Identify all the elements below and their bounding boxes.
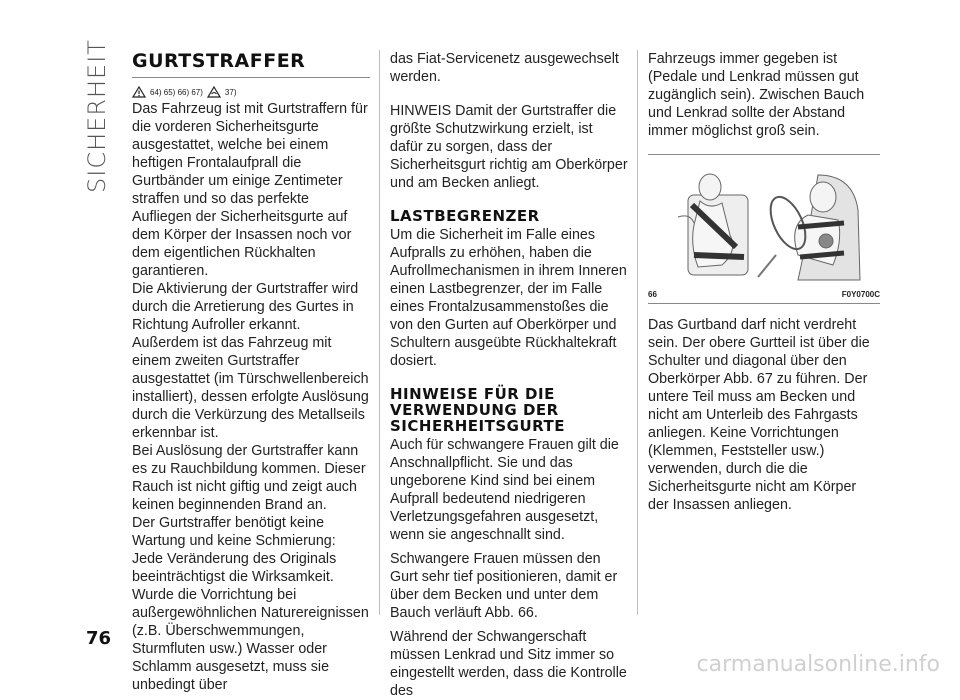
paragraph: Während der Schwangerschaft müssen Lenkrad und Sitz immer so eingestellt werden, dass die Kontrolle des (390, 629, 627, 699)
paragraph: Fahrzeugs immer gegeben ist (Pedale und Lenkrad müssen gut zugänglich sein). Zwischen Bauch und Lenkrad sollte der Abstand immer möglichst groß sein. (648, 51, 865, 139)
paragraph: Die Aktivierung der Gurtstraffer wird durch die Arretierung des Gurtes in Richtung Aufroller erkannt. (132, 281, 359, 333)
paragraph: Das Fahrzeug ist mit Gurtstraffern für die vorderen Sicherheitsgurte ausgestattet, welche bei einem heftigen Frontalaufprall die Gurtbänder um einige Zentimeter straffen und so das perfekte Aufliegen der Sicherheitsgurte auf dem Körper der Insassen noch vor dem eigentlichen Rückhalten garantieren. (132, 101, 368, 279)
column-1 (132, 50, 370, 694)
warning-triangle-icon (132, 86, 146, 98)
figure-number: 66 (648, 290, 657, 299)
paragraph: Um die Sicherheit im Falle eines Aufpralls zu erhöhen, haben die Aufrollmechanismen in ihrem Inneren einen Lastbegrenzer, der im Falle eines Frontalzusammenstoßes die von den Gurten auf Oberkörper und Schultern ausgeübte Rückhaltekraft dosiert. (390, 227, 627, 369)
caution-triangle-icon (207, 86, 221, 98)
paragraph: Schwangere Frauen müssen den Gurt sehr tief positionieren, damit er über dem Becken und unter dem Bauch verläuft Abb. 66. (390, 551, 618, 621)
heading-lastbegrenzer: LASTBEGRENZER (390, 207, 540, 225)
warning-refs-b: 37) (224, 88, 237, 97)
column-divider (379, 50, 380, 615)
pregnant-seatbelt-illustration (648, 165, 880, 285)
paragraph: das Fiat-Servicenetz ausgewechselt werden. (390, 51, 619, 85)
paragraph: Wurde die Vorrichtung bei außergewöhnlichen Naturereignissen (z.B. Überschwemmungen, Sturmfluten usw.) Wasser oder Schlamm ausgesetzt, muss sie unbedingt über (132, 587, 369, 693)
heading-hinweise: HINWEISE FÜR DIE VERWENDUNG DER SICHERHEITSGURTE (390, 385, 566, 435)
column-divider (637, 50, 638, 615)
column-3 (648, 50, 880, 514)
paragraph: Auch für schwangere Frauen gilt die Anschnallpflicht. Sie und das ungeborene Kind sind bei einem Aufprall bedeutend niedrigeren Verletzungsgefahren ausgesetzt, wenn sie angeschnallt sind. (390, 437, 619, 543)
section-side-label: SICHERHEIT (83, 39, 111, 193)
page-number: 76 (86, 628, 112, 649)
watermark: carmanualsonline.info (696, 652, 940, 677)
note-paragraph: HINWEIS Damit der Gurtstraffer die größte Schutzwirkung erzielt, ist dafür zu sorgen, dass der Sicherheitsgurt richtig am Oberkörper und am Becken anliegt. (390, 103, 628, 191)
warning-references (132, 86, 370, 98)
column-2 (390, 50, 628, 700)
paragraph: Bei Auslösung der Gurtstraffer kann es zu Rauchbildung kommen. Dieser Rauch ist nicht giftig und zeigt auch keinen beginnenden Brand an. (132, 443, 366, 513)
paragraph: Das Gurtband darf nicht verdreht sein. Der obere Gurtteil ist über die Schulter und diagonal über den Oberkörper Abb. 67 zu führen. Der untere Teil muss am Becken und nicht am Unterleib des Fahrgasts anliegen. Keine Vorrichtungen (Klemmen, Feststeller usw.) verwenden, durch die die Sicherheitsgurte nicht am Körper der Insassen anliegen. (648, 317, 870, 513)
figure-top-rule (648, 154, 880, 155)
figure-caption (648, 290, 880, 304)
figure-code: F0Y0700C (841, 290, 880, 299)
paragraph: Außerdem ist das Fahrzeug mit einem zweiten Gurtstraffer ausgestattet (im Türschwellenbereich installiert), dessen erfolgte Auslösung durch die Verkürzung des Metallseils erkennbar ist. (132, 335, 369, 441)
warning-refs-a: 64) 65) 66) 67) (150, 88, 203, 97)
heading-gurtstraffer: GURTSTRAFFER (132, 50, 370, 78)
paragraph: Der Gurtstraffer benötigt keine Wartung und keine Schmierung: Jede Veränderung des Originals beeinträchtigst die Wirksamkeit. (132, 515, 337, 585)
